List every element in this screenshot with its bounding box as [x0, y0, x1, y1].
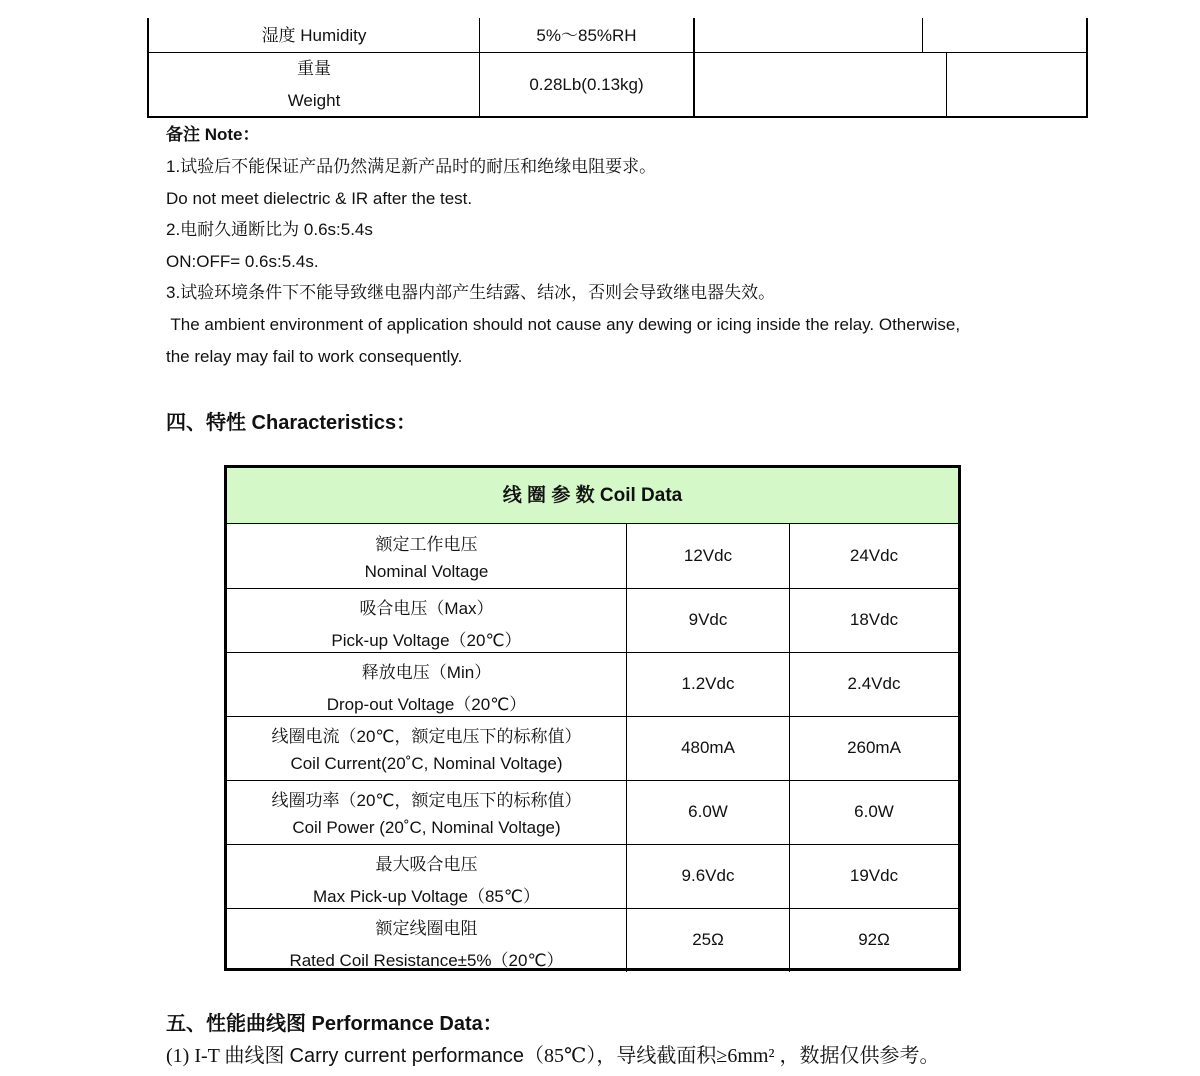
value-24v: 92Ω [858, 930, 890, 949]
row-label [227, 716, 627, 780]
weight-value: 0.28Lb(0.13kg) [529, 75, 644, 94]
weight-label-en: Weight [287, 91, 341, 110]
value-24v: 2.4Vdc [847, 674, 901, 693]
table-row [227, 524, 958, 589]
spec-table [0, 0, 1200, 120]
note-line: ON:OFF= 0.6s:5.4s. [166, 252, 319, 271]
value-24v: 6.0W [854, 802, 894, 821]
row-label-en: Coil Current(20˚C, Nominal Voltage) [290, 754, 563, 773]
row-label-en: Rated Coil Resistance±5%（20℃） [289, 951, 564, 970]
spec-table-divider [922, 18, 923, 53]
row-label-zh: 额定线圈电阻 [375, 919, 478, 938]
performance-heading: 五、性能曲线图 Performance Data： [166, 1013, 503, 1035]
row-label [227, 780, 627, 844]
spec-table-row-divider [147, 52, 1088, 53]
coil-data-table [224, 465, 961, 971]
value-12v: 12Vdc [627, 524, 790, 588]
row-label-zh: 最大吸合电压 [375, 855, 478, 874]
value-12v: 6.0W [627, 780, 790, 844]
row-label-zh: 释放电压（Min） [361, 663, 492, 682]
humidity-label: 湿度 Humidity [261, 26, 367, 45]
performance-line-prefix: (1) I-T 曲线图 [166, 1045, 290, 1067]
row-label-en: Nominal Voltage [364, 562, 489, 581]
characteristics-heading: 四、特性 Characteristics： [166, 412, 417, 434]
value-12v: 9Vdc [627, 588, 790, 652]
value-12v: 480mA [627, 716, 790, 780]
row-label-en: Coil Power (20˚C, Nominal Voltage) [292, 818, 561, 837]
row-label-zh: 线圈功率（20℃，额定电压下的标称值） [271, 791, 582, 810]
row-label-en: Max Pick-up Voltage（85℃） [313, 887, 540, 906]
row-label-en: Pick-up Voltage（20℃） [331, 631, 522, 650]
row-label [227, 588, 627, 652]
spec-table-divider [946, 53, 947, 118]
value-12v: 25Ω [627, 908, 790, 972]
humidity-value: 5%～85%RH [536, 26, 637, 45]
spec-table-border-bottom [147, 116, 1088, 118]
table-row [227, 652, 958, 717]
note-line: the relay may fail to work consequently. [166, 347, 463, 366]
row-label-zh: 额定工作电压 [375, 535, 478, 554]
row-label-zh: 吸合电压（Max） [359, 599, 494, 618]
note-line: Do not meet dielectric & IR after the test. [166, 189, 473, 208]
table-row [227, 716, 958, 781]
performance-line [166, 1039, 940, 1068]
value-24v: 24Vdc [849, 546, 899, 565]
table-row [227, 908, 958, 972]
row-label [227, 908, 627, 972]
row-label-zh: 线圈电流（20℃，额定电压下的标称值） [271, 727, 582, 746]
value-12v: 1.2Vdc [627, 652, 790, 716]
row-label [227, 652, 627, 716]
performance-line-suffix: （85℃），导线截面积≥6mm² ，数据仅供参考。 [524, 1045, 940, 1067]
note-line: 1.试验后不能保证产品仍然满足新产品时的耐压和绝缘电阻要求。 [166, 157, 657, 176]
row-label [227, 844, 627, 908]
value-24v: 19Vdc [849, 866, 899, 885]
spec-table-border-right [1086, 18, 1088, 118]
weight-label-zh: 重量 [297, 59, 331, 78]
table-row [227, 780, 958, 845]
row-label [227, 524, 627, 588]
performance-line-en: Carry current performance [289, 1045, 525, 1067]
note-line: 2.电耐久通断比为 0.6s:5.4s [166, 220, 373, 239]
note-line: 3.试验环境条件下不能导致继电器内部产生结露、结冰，否则会导致继电器失效。 [166, 283, 776, 302]
spec-table-divider [693, 18, 695, 118]
value-24v: 260mA [847, 738, 901, 757]
value-24v: 18Vdc [849, 610, 899, 629]
coil-table-title: 线 圈 参 数 Coil Data [227, 468, 958, 524]
notes-title: 备注 Note： [166, 125, 260, 144]
table-row [227, 588, 958, 653]
table-row [227, 844, 958, 909]
value-12v: 9.6Vdc [627, 844, 790, 908]
note-line: The ambient environment of application should not cause any dewing or icing inside the relay. Otherwise, [166, 315, 961, 334]
row-label-en: Drop-out Voltage（20℃） [326, 695, 527, 714]
